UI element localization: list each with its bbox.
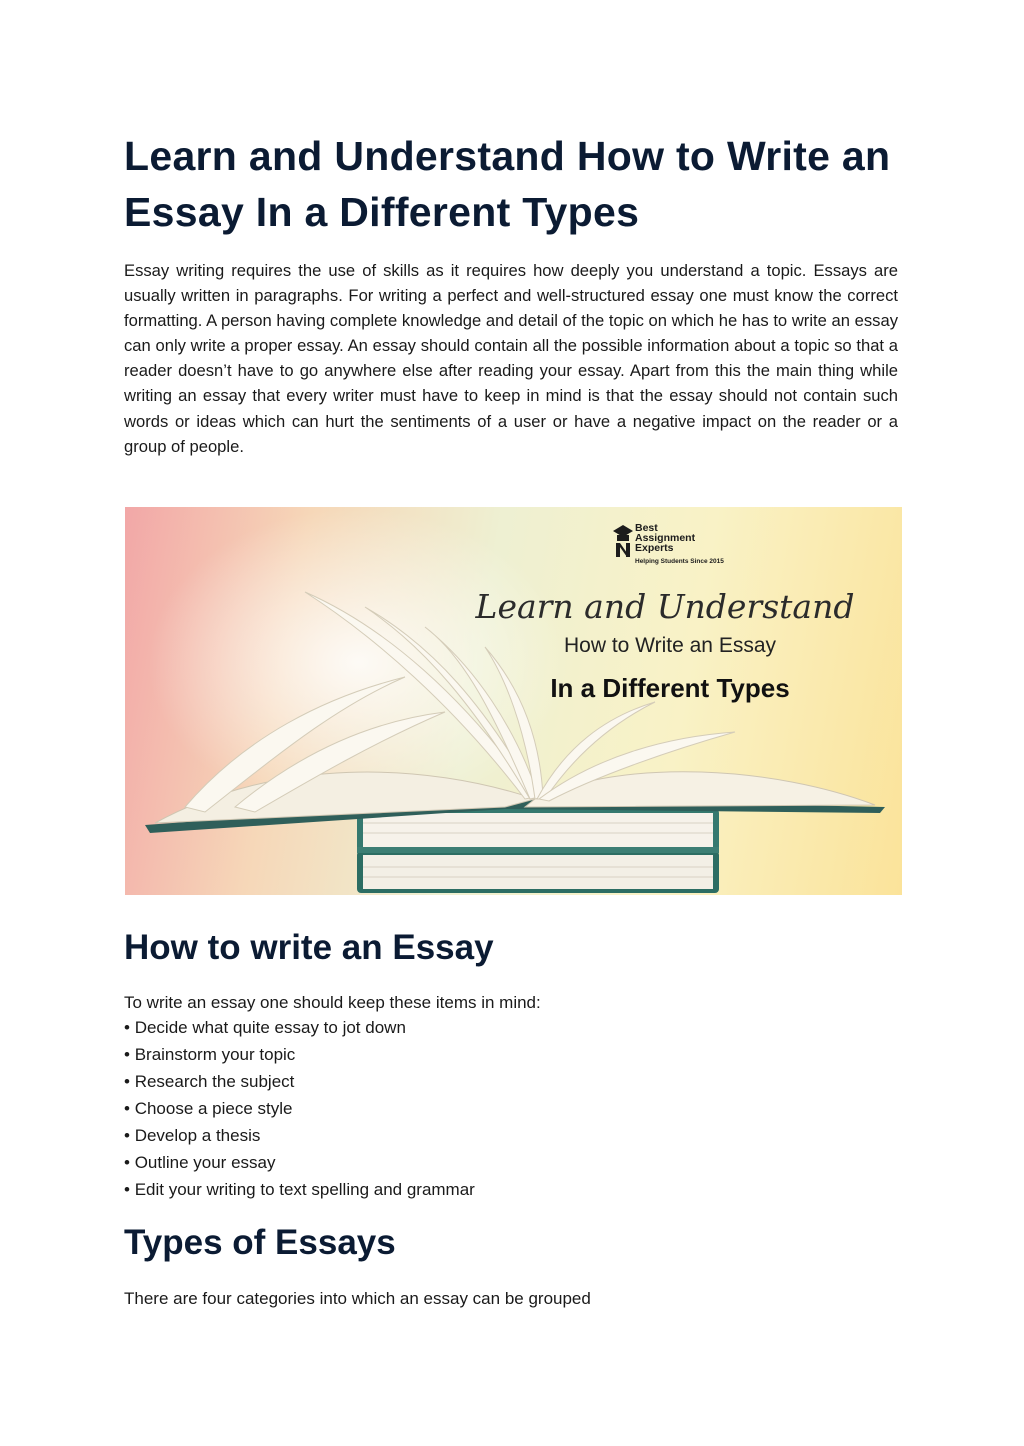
logo-wordmark: Best Assignment Experts [635, 522, 696, 554]
banner-bold-title: In a Different Types [550, 673, 790, 703]
logo-tagline: Helping Students Since 2015 [635, 558, 724, 565]
book-stack-icon [357, 809, 719, 893]
list-item: • Outline your essay [124, 1149, 475, 1176]
types-heading: Types of Essays [124, 1223, 396, 1262]
banner-subtitle: How to Write an Essay [563, 634, 777, 657]
logo [613, 523, 733, 573]
banner-image [125, 507, 902, 895]
list-item: • Develop a thesis [124, 1122, 475, 1149]
how-to-lead: To write an essay one should keep these items in mind: [124, 993, 541, 1012]
list-item: • Research the subject [124, 1068, 475, 1095]
list-item: • Choose a piece style [124, 1095, 475, 1122]
page-title: Learn and Understand How to Write an Essay In a Different Types [124, 133, 891, 235]
list-item: • Brainstorm your topic [124, 1041, 475, 1068]
list-item: • Decide what quite essay to jot down [124, 1014, 475, 1041]
how-to-heading: How to write an Essay [124, 928, 494, 967]
how-to-list [124, 1014, 475, 1203]
list-item: • Edit your writing to text spelling and grammar [124, 1176, 475, 1203]
intro-paragraph: Essay writing requires the use of skills as it requires how deeply you understand a topic. Essays are usually written in paragraphs. For writing a perfect and well-structured essay one must know the correct formatting. A person having complete knowledge and detail of the topic on which he has to write an essay can only write a proper essay. An essay should contain all the possible information about a topic so that a reader doesn’t have to go anywhere else after reading your essay. Apart from this the main thing while writing an essay that every writer must have to keep in mind is that the essay should not contain such words or ideas which can hurt the sentiments of a user or have a negative impact on the reader or a group of people. [124, 261, 898, 456]
types-paragraph: There are four categories into which an essay can be grouped [124, 1289, 591, 1308]
banner-script-title: Learn and Understand [475, 587, 855, 626]
